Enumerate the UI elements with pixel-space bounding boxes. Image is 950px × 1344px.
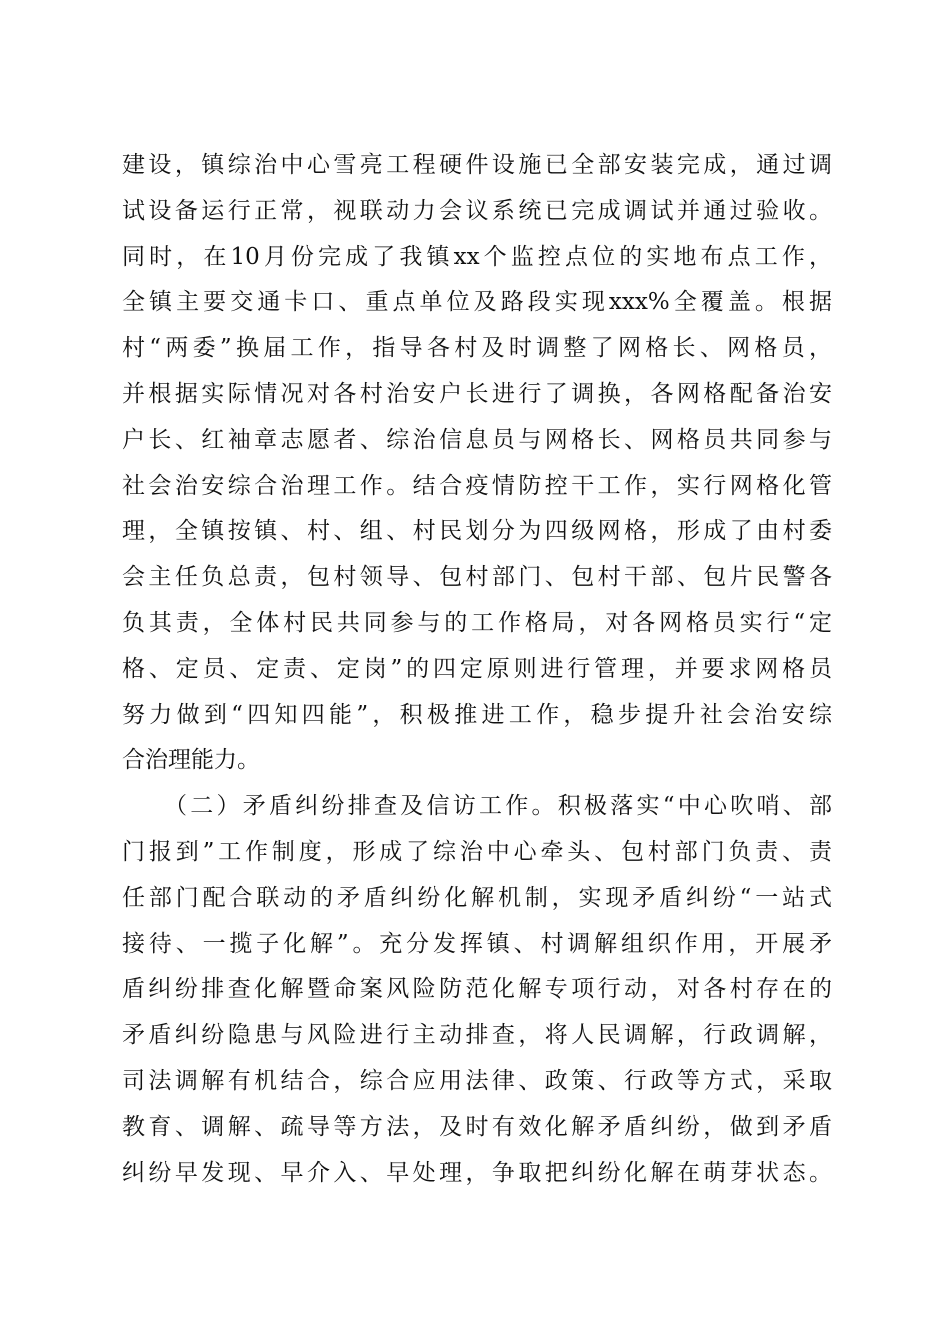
paragraph-2-line: 司法调解有机结合，综合应用法律、政策、行政等方式，采取 (122, 1067, 832, 1094)
paragraph-1-line: 会主任负总责，包村领导、包村部门、包村干部、包片民警各 (122, 564, 832, 591)
paragraph-1-line: 理，全镇按镇、村、组、村民划分为四级网格，形成了由村委 (122, 518, 832, 545)
paragraph-2-line: 任部门配合联动的矛盾纠纷化解机制，实现矛盾纠纷“一站式 (122, 884, 832, 911)
paragraph-1-line: 试设备运行正常，视联动力会议系统已完成调试并通过验收。 (122, 197, 832, 224)
paragraph-2-line: 纠纷早发现、早介入、早处理，争取把纠纷化解在萌芽状态。 (122, 1159, 832, 1186)
paragraph-2-line: 教育、调解、疏导等方法，及时有效化解矛盾纠纷，做到矛盾 (122, 1113, 832, 1140)
paragraph-1-line: 格、定员、定责、定岗”的四定原则进行管理，并要求网格员 (122, 655, 832, 682)
paragraph-2-line: 接待、一揽子化解”。充分发挥镇、村调解组织作用，开展矛 (122, 930, 832, 957)
paragraph-1-line: 努力做到“四知四能”，积极推进工作，稳步提升社会治安综 (122, 701, 832, 728)
paragraph-2-line: 盾纠纷排查化解暨命案风险防范化解专项行动，对各村存在的 (122, 976, 832, 1003)
body-text (122, 143, 832, 1196)
paragraph-1-line: 建设，镇综治中心雪亮工程硬件设施已全部安装完成，通过调 (122, 152, 832, 178)
paragraph-2-line: 矛盾纠纷隐患与风险进行主动排查，将人民调解，行政调解， (122, 1022, 832, 1049)
paragraph-1-line: 合治理能力。 (122, 747, 260, 774)
paragraph-2-first-line (122, 784, 832, 830)
paragraph-1-line: 全镇主要交通卡口、重点单位及路段实现xxx%全覆盖。根据 (122, 289, 832, 316)
paragraph-1-line: 村“两委”换届工作，指导各村及时调整了网格长、网格员， (122, 335, 832, 362)
paragraph-1-line: 同时，在10月份完成了我镇xx个监控点位的实地布点工作， (122, 243, 832, 270)
paragraph-1-line: 并根据实际情况对各村治安户长进行了调换，各网格配备治安 (122, 380, 832, 407)
paragraph-1-line: 户长、红袖章志愿者、综治信息员与网格长、网格员共同参与 (122, 426, 832, 453)
paragraph-1-line: 社会治安综合治理工作。结合疫情防控干工作，实行网格化管 (122, 472, 832, 499)
paragraph-2-first-line-text: 积极落实“中心吹哨、部 (557, 793, 833, 820)
paragraph-1-line: 负其责，全体村民共同参与的工作格局，对各网格员实行“定 (122, 609, 832, 636)
paragraph-2-line: 门报到”工作制度，形成了综治中心牵头、包村部门负责、责 (122, 838, 832, 865)
section-heading: （二）矛盾纠纷排查及信访工作。 (164, 793, 558, 820)
